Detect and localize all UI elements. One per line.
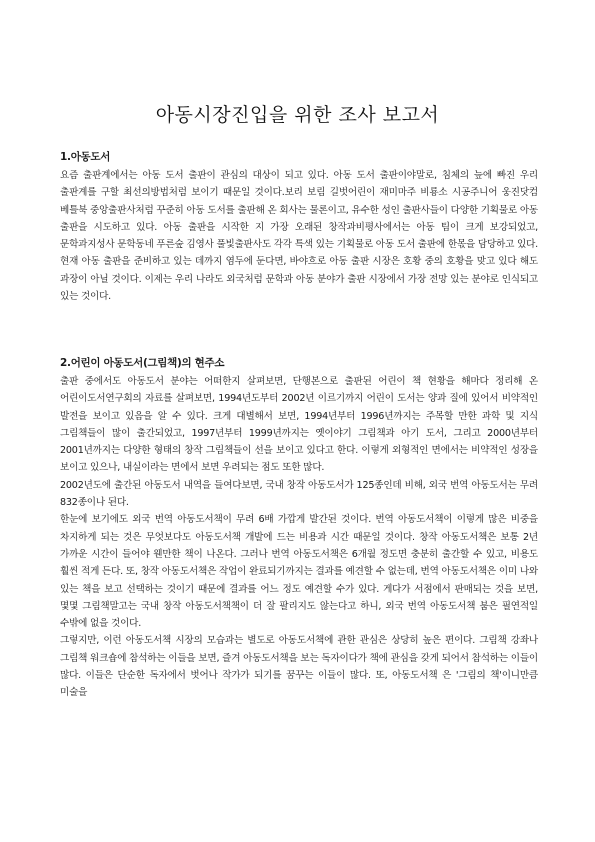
paragraph: 출판 중에서도 아동도서 분야는 어떠한지 살펴보면, 단행본으로 출판된 어린이 책 현황을 해마다 정리해 온 어린이도서연구회의 자료를 살펴보면, 1994년도부터 2002년 이르기까지 어린이 도서는 양과 질에 있어서 비약적인 발전을 보이고 있음을 알 수 있다. 크게 대별해서 보면, 1994년부터 1996년까지는 주목할 만한 과학 및 지식 그림책들이 많이 출간되었고, 1997년부터 1999년까지는 옛이야기 그림책과 아기 도서, 그리고 2000년부터 2001년까지는 다양한 형태의 창작 그림책들이 선을 보이고 있다고 한다. 이렇게 외형적인 면에서는 비약적인 성장을 보이고 있으나, 내실이라는 면에서 보면 우려되는 점도 또한 많다. [60,376,538,474]
section-picture-books-status [60,356,538,702]
paragraph: 한눈에 보기에도 외국 번역 아동도서책이 무려 6배 가깝게 발간된 것이다. 번역 아동도서책이 이렇게 많은 비중을 차지하게 되는 것은 무엇보다도 아동도서책 개발에 드는 비용과 시간 때문일 것이다. 창작 아동도서책은 보통 2년 가까운 시간이 들어야 웬만한 책이 나온다. 그러나 번역 아동도서책은 6개월 정도면 충분히 출간할 수 있고, 비용도 훨씬 적게 든다. 또, 창작 아동도서책은 작업이 완료되기까지는 결과를 예견할 수 없는데, 번역 아동도서책은 이미 나와 있는 책을 보고 선택하는 것이기 때문에 결과를 어느 정도 예견할 수가 있다. 게다가 서점에서 판매되는 것을 보면, 몇몇 그림책말고는 국내 창작 아동도서책책이 더 잘 팔리지도 않는다고 하니, 외국 번역 아동도서책 붐은 필연적일 수밖에 없을 것이다. [60,514,538,630]
section-heading: 1.아동도서 [60,151,111,163]
section-children-books [60,150,538,305]
document-title: 아동시장진입을 위한 조사 보고서 [155,104,440,126]
paragraph: 요즘 출판계에서는 아동 도서 출판이 관심의 대상이 되고 있다. 아동 도서 출판이야말로, 침체의 늪에 빠진 우리 출판계를 구할 최선의방법처럼 보이기 때문일 것이다.보리 보림 길벗어린이 재미마주 비룡소 시공주니어 웅진닷컴 베틀북 중앙출판사처럼 꾸준히 아동 도서를 출판해 온 회사는 물론이고, 유수한 성인 출판사들이 다양한 기획물로 아동 출판을 시도하고 있다. 아동 출판을 시작한 지 가장 오래된 창작과비평사에서는 아동 팀이 크게 보강되었고, 문학과지성사 문학동네 푸른숲 김영사 풀빛출판사도 각각 특색 있는 기획물로 아동 도서 출판에 한몫을 담당하고 있다. 현재 아동 출판을 준비하고 있는 데까지 염두에 둔다면, 바야흐로 아동 출판 시장은 호황 중의 호황을 맞고 있다 해도 과장이 아닐 것이다. 이제는 우리 나라도 외국처럼 문학과 아동 분야가 출판 시장에서 가장 전망 있는 분야로 인식되고 있는 것이다. [60,170,538,303]
paragraph: 그렇지만, 이런 아동도서책 시장의 모습과는 별도로 아동도서책에 관한 관심은 상당히 높은 편이다. 그림책 강좌나 그림책 워크숍에 참석하는 이들을 보면, 즐겨 아동도서책을 보는 독자이다가 책에 관심을 갖게 되어서 참석하는 이들이 많다. 이들은 단순한 독자에서 벗어나 작가가 되기를 꿈꾸는 이들이 많다. 또, 아동도서책 은 '그림의 책'이니만큼 미술을 [60,635,538,699]
section-heading: 2.어린이 아동도서(그림책)의 현주소 [60,357,225,369]
paragraph: 2002년도에 출간된 아동도서 내역을 들여다보면, 국내 창작 아동도서가 125종인데 비해, 외국 번역 아동도서는 무려 832종이나 된다. [60,479,538,509]
